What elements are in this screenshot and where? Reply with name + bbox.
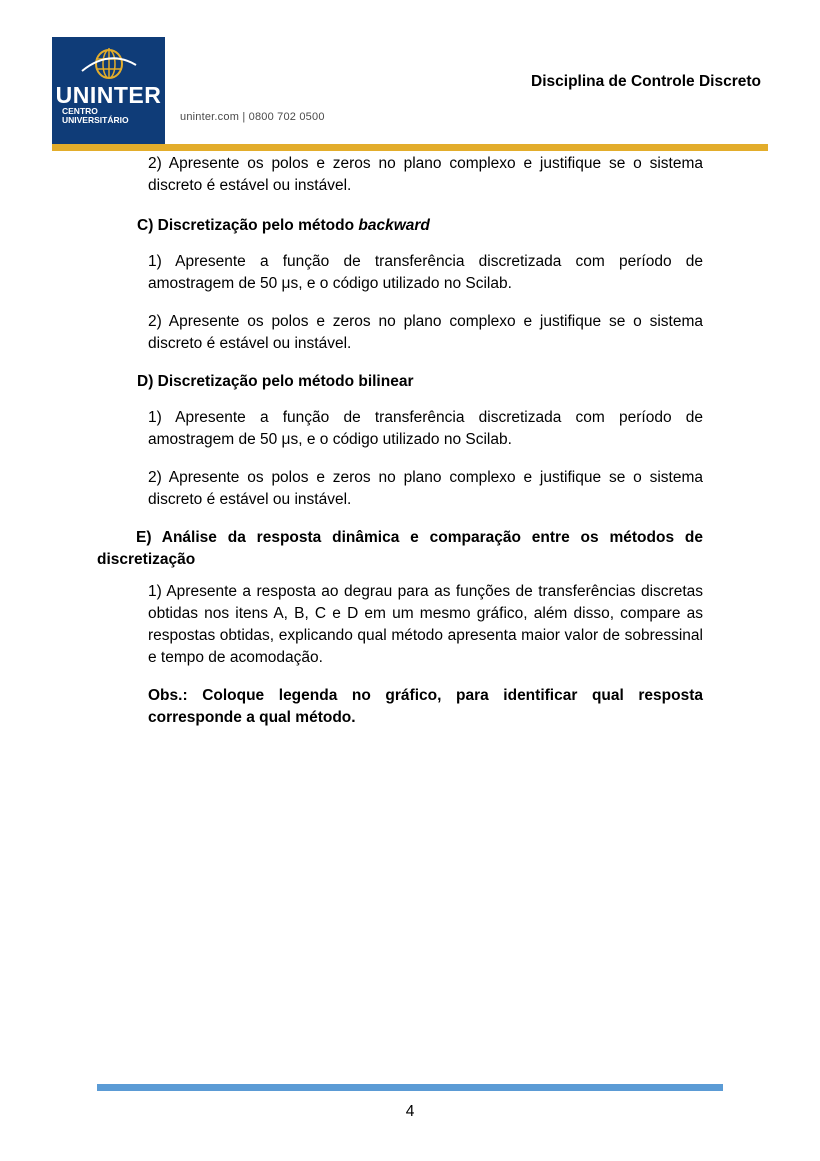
section-e-line2: discretização <box>97 551 196 568</box>
contact-info: uninter.com | 0800 702 0500 <box>180 111 325 123</box>
section-c-method: backward <box>358 217 430 234</box>
footer-rule <box>97 1084 723 1091</box>
section-e-heading <box>97 527 703 571</box>
logo-sub-line1: CENTRO <box>62 106 98 116</box>
obs-note: Obs.: Coloque legenda no gráfico, para identificar qual resposta corresponde a qual método. <box>148 687 703 726</box>
logo-wordmark: UNINTER <box>55 82 162 108</box>
d-item-2: 2) Apresente os polos e zeros no plano complexo e justifique se o sistema discreto é estável ou instável. <box>148 469 703 508</box>
page-number: 4 <box>405 1103 415 1120</box>
course-title: Disciplina de Controle Discreto <box>531 73 761 90</box>
section-c-prefix: C) Discretização pelo método <box>137 217 359 234</box>
logo-sub-line2: UNIVERSITÁRIO <box>62 115 129 125</box>
section-d-heading: D) Discretização pelo método bilinear <box>137 373 414 390</box>
section-e-line1: E) Análise da resposta dinâmica e comparação entre os métodos de <box>136 529 703 546</box>
uninter-logo <box>52 37 165 144</box>
c-item-2: 2) Apresente os polos e zeros no plano complexo e justifique se o sistema discreto é estável ou instável. <box>148 313 703 352</box>
logo-subtitle <box>62 107 129 125</box>
d-item-1: 1) Apresente a função de transferência discretizada com período de amostragem de 50 μs, e o código utilizado no Scilab. <box>148 409 703 448</box>
section-c-heading <box>137 215 430 237</box>
b-item-2: 2) Apresente os polos e zeros no plano complexo e justifique se o sistema discreto é estável ou instável. <box>148 155 703 194</box>
e-item-1: 1) Apresente a resposta ao degrau para as funções de transferências discretas obtidas nos itens A, B, C e D em um mesmo gráfico, além disso, compare as respostas obtidas, explicando qual método apresenta maior valor de sobressinal e tempo de acomodação. <box>148 583 703 666</box>
header-rule <box>52 144 768 151</box>
c-item-1: 1) Apresente a função de transferência discretizada com período de amostragem de 50 μs, e o código utilizado no Scilab. <box>148 253 703 292</box>
globe-icon <box>78 45 140 81</box>
